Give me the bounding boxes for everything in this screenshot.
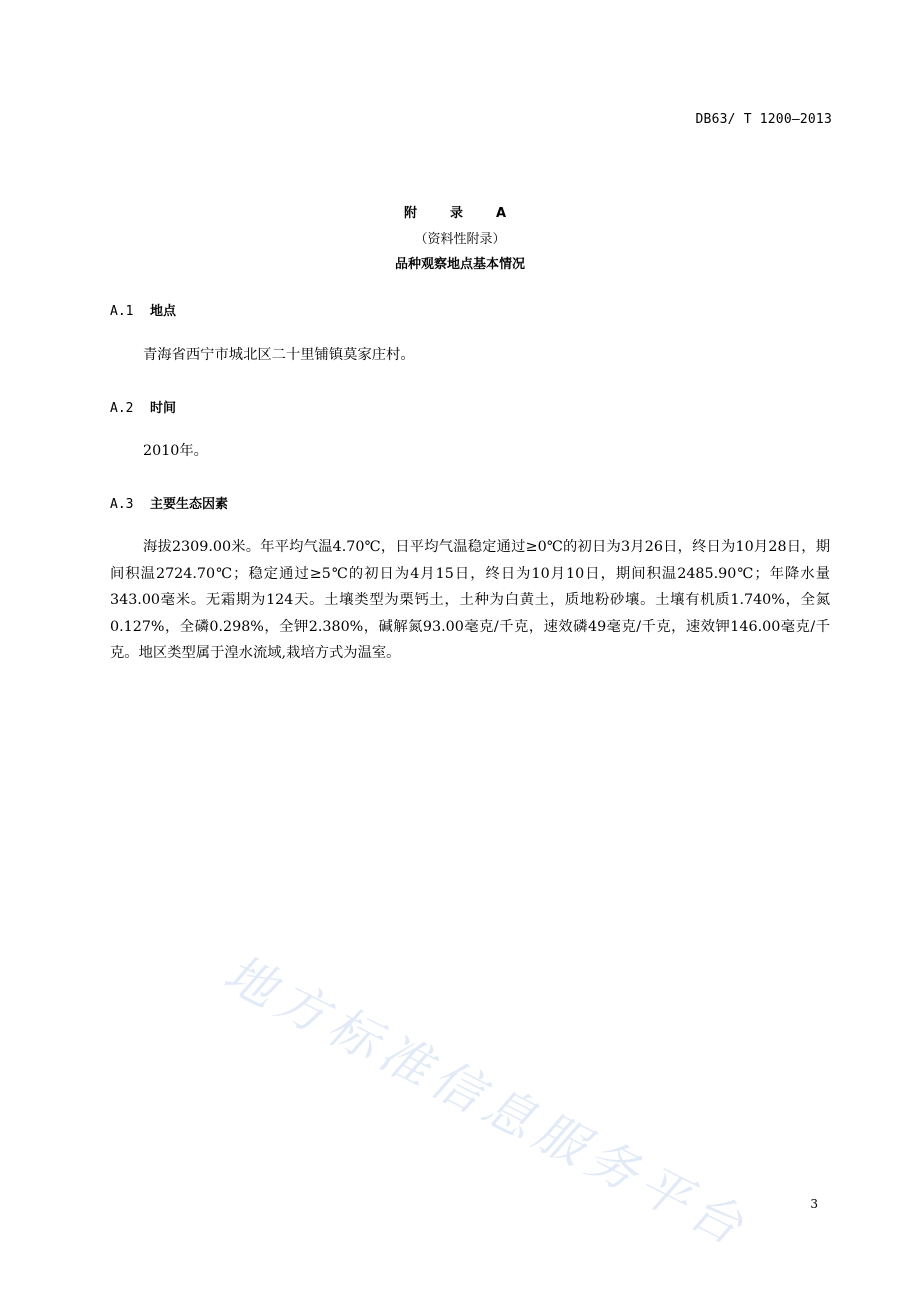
section-heading-a3 — [110, 493, 228, 512]
section-number: A.1 — [110, 304, 134, 319]
section-body-a1: 青海省西宁市城北区二十里铺镇莫家庄村。 — [143, 347, 415, 363]
section-body-a3: 海拔2309.00米。年平均气温4.70℃，日平均气温稳定通过≥0℃的初日为3月26日，终日为10月28日，期间积温2724.70℃；稳定通过≥5℃的初日为4月15日，终日为10月10日，期间积温2485.90℃；年降水量343.00毫米。无霜期为124天。土壤类型为栗钙土，土种为白黄土，质地粉砂壤。土壤有机质1.740%，全氮0.127%，全磷0.298%，全钾2.380%，碱解氮93.00毫克/千克，速效磷49毫克/千克，速效钾146.00毫克/千克。地区类型属于湟水流域,栽培方式为温室。 — [110, 539, 830, 661]
section-number: A.3 — [110, 497, 134, 512]
section-title: 地点 — [150, 304, 177, 319]
annex-title: 品种观察地点基本情况 — [394, 257, 525, 272]
section-heading-a2 — [110, 397, 176, 416]
page-number: 3 — [810, 1197, 818, 1211]
section-body-a2: 2010年。 — [143, 443, 208, 459]
section-title: 主要生态因素 — [150, 497, 229, 512]
watermark: 地方标准信息服务平台 — [215, 943, 759, 1259]
annex-label: 附 录 A — [403, 206, 517, 221]
annex-type: （资料性附录） — [414, 232, 506, 247]
standard-code: DB63/ T 1200—2013 — [695, 112, 832, 127]
section-title: 时间 — [150, 401, 177, 416]
section-number: A.2 — [110, 401, 134, 416]
section-heading-a1 — [110, 300, 176, 319]
